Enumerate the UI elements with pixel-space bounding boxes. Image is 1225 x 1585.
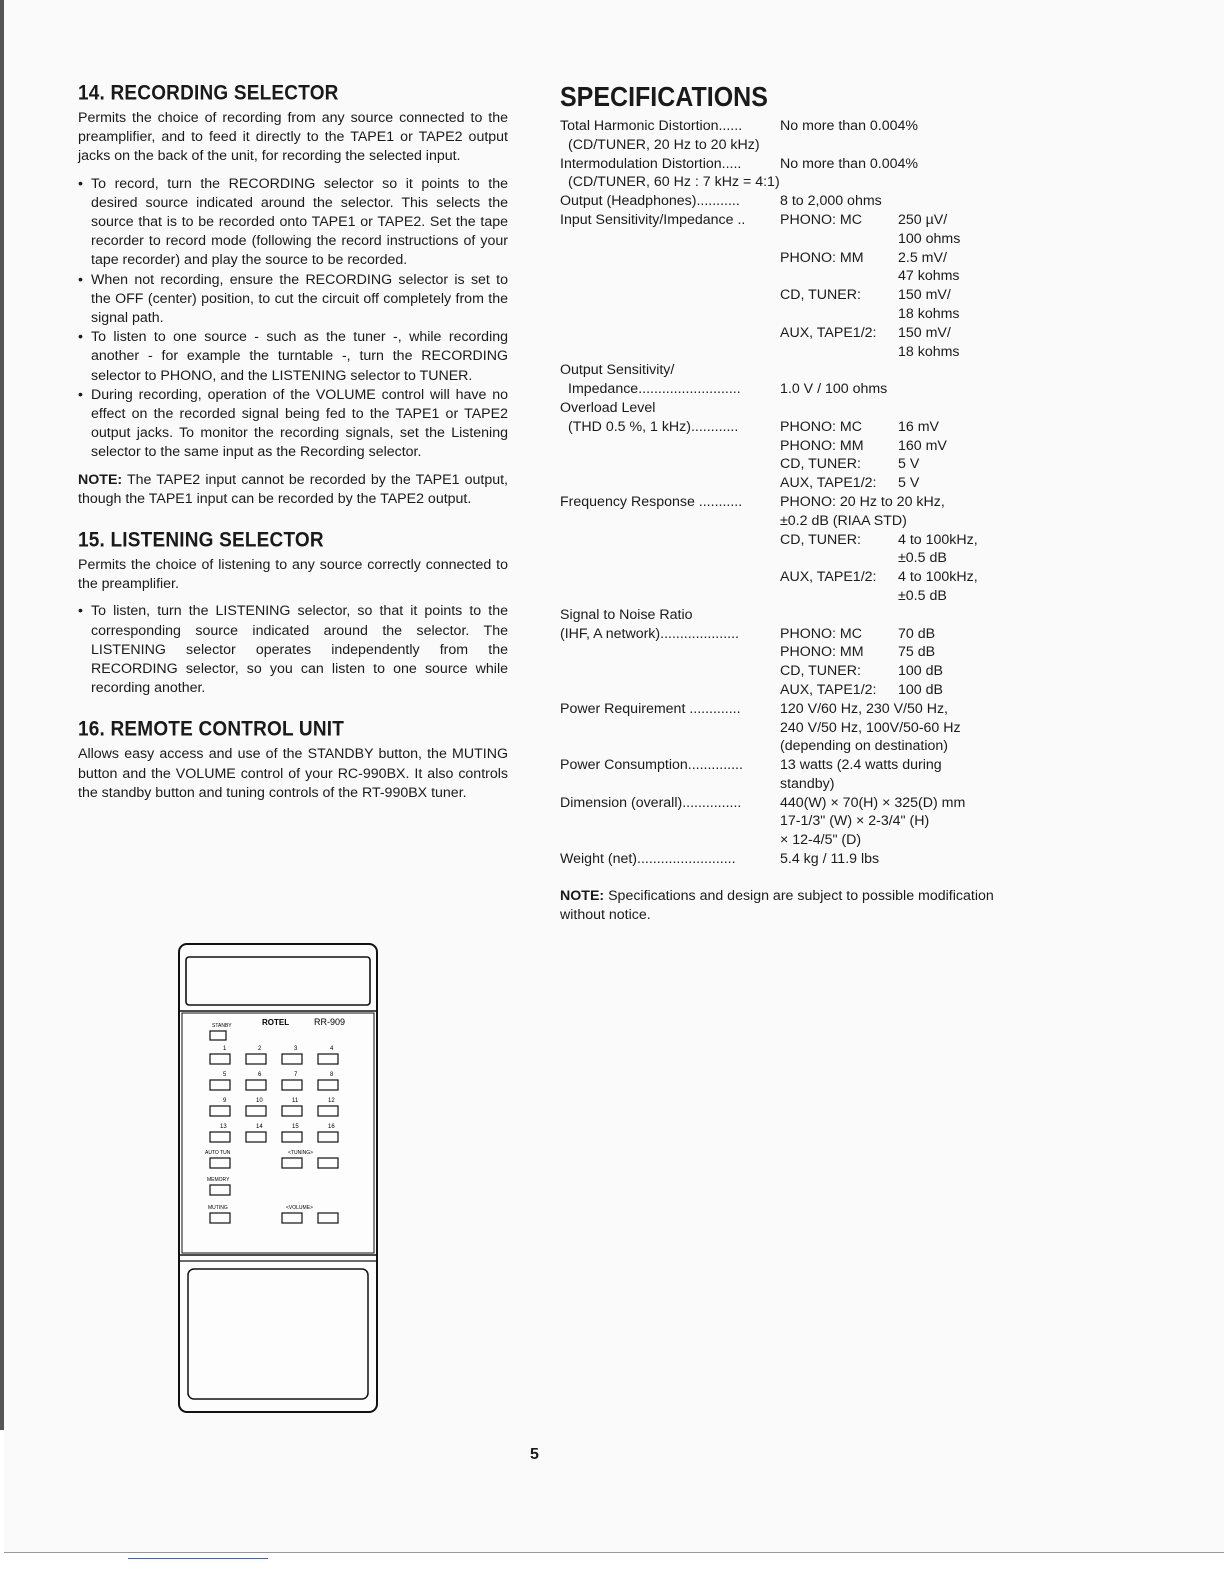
spec-value-primary: CD, TUNER: xyxy=(780,287,861,304)
key-label: 13 xyxy=(220,1124,227,1130)
spec-value xyxy=(780,418,1000,437)
remote-model: RR-909 xyxy=(314,1017,346,1027)
spec-value-primary: PHONO: MM xyxy=(780,249,864,266)
scan-edge-shadow xyxy=(0,0,4,1430)
list-item: • To listen to one source - such as the tuner -, while recording another - for example the turntable -, turn the RECORDING selector to PHONO, and the LISTENING selector to TUNER. xyxy=(78,328,508,386)
spec-value xyxy=(780,324,1000,343)
spec-row xyxy=(560,437,1000,456)
spec-value-primary: PHONO: MM xyxy=(780,437,864,454)
spec-value-secondary: 4 to 100kHz, xyxy=(898,569,978,586)
spec-value xyxy=(780,493,1000,512)
spec-value xyxy=(780,136,1000,155)
spec-row xyxy=(560,230,1000,249)
spec-row xyxy=(560,568,1000,587)
spec-value xyxy=(780,643,1000,662)
spec-label: (CD/TUNER, 60 Hz : 7 kHz = 4:1) xyxy=(568,174,780,191)
spec-value xyxy=(780,812,1000,831)
remote-control-intro: Allows easy access and use of the STANDBY button, the MUTING button and the VOLUME control of your RC-990BX. It also controls the standby button and tuning controls of the RT-990BX tuner. xyxy=(78,746,508,801)
key-label: 5 xyxy=(223,1072,227,1078)
recording-selector-heading: 14. RECORDING SELECTOR xyxy=(78,82,339,106)
spec-value-primary: standby) xyxy=(780,775,835,792)
spec-row xyxy=(560,380,1000,399)
spec-value-primary: (depending on destination) xyxy=(780,738,949,755)
spec-value-primary: 5.4 kg / 11.9 lbs xyxy=(780,851,880,868)
spec-value xyxy=(780,662,1000,681)
list-item: • During recording, operation of the VOLUME control will have no effect on the recorded signal being fed to the TAPE1 or TAPE2 output jacks. To monitor the recording signals, set the Listening selector to the same input as the Recording selector. xyxy=(78,386,508,463)
key-label: 4 xyxy=(330,1046,334,1052)
spec-value xyxy=(780,756,1000,775)
spec-value-secondary: 100 ohms xyxy=(898,230,961,247)
spec-value-primary: × 12-4/5" (D) xyxy=(780,832,862,849)
note-text: The TAPE2 input cannot be recorded by the TAPE1 output, though the TAPE1 input can be recorded by the TAPE2 output. xyxy=(78,471,508,507)
spec-value-primary: PHONO: 20 Hz to 20 kHz, xyxy=(780,493,945,510)
key-label: 8 xyxy=(330,1072,334,1078)
spec-value xyxy=(780,173,1000,192)
key-label: 6 xyxy=(258,1072,262,1078)
spec-value-secondary: 150 mV/ xyxy=(898,324,951,341)
key-label: 1 xyxy=(223,1046,227,1052)
spec-row xyxy=(560,756,1000,775)
listening-selector-bullets xyxy=(78,602,508,698)
spec-value xyxy=(780,155,1000,174)
key-label: 16 xyxy=(328,1124,335,1130)
spec-label: Power Requirement ............. xyxy=(560,700,741,717)
spec-value-secondary: 100 dB xyxy=(898,663,943,680)
key-label: 2 xyxy=(258,1046,262,1052)
key-label: 15 xyxy=(292,1124,299,1130)
spec-value-secondary: 150 mV/ xyxy=(898,287,951,304)
spec-value-secondary: ±0.5 dB xyxy=(898,587,947,604)
spec-value xyxy=(780,474,1000,493)
spec-value-primary: 8 to 2,000 ohms xyxy=(780,193,882,210)
spec-row xyxy=(560,531,1000,550)
spec-value-primary: 240 V/50 Hz, 100V/50-60 Hz xyxy=(780,719,961,736)
spec-row xyxy=(560,700,1000,719)
spec-value-secondary: 70 dB xyxy=(898,625,936,642)
remote-brand: ROTEL xyxy=(262,1018,290,1027)
recording-selector-bullets xyxy=(78,175,508,463)
spec-value-primary: AUX, TAPE1/2: xyxy=(780,569,877,586)
spec-value-secondary: 5 V xyxy=(898,475,920,492)
spec-value-primary: CD, TUNER: xyxy=(780,531,861,548)
key-label: 7 xyxy=(294,1072,298,1078)
key-label: 9 xyxy=(223,1098,227,1104)
spec-row xyxy=(560,117,1000,136)
specifications-title: SPECIFICATIONS xyxy=(560,82,768,113)
spec-row xyxy=(560,493,1000,512)
spec-label: Frequency Response ........... xyxy=(560,493,743,510)
muting-label: MUTING xyxy=(208,1205,228,1211)
volume-label: <VOLUME> xyxy=(286,1205,313,1211)
spec-value xyxy=(780,850,1000,869)
memory-label: MEMORY xyxy=(207,1177,230,1183)
spec-value-primary: PHONO: MM xyxy=(780,644,864,661)
spec-value xyxy=(780,775,1000,794)
note-label: NOTE: xyxy=(78,471,123,488)
spec-row xyxy=(560,155,1000,174)
remote-control-heading: 16. REMOTE CONTROL UNIT xyxy=(78,718,345,742)
key-label: 14 xyxy=(256,1124,263,1130)
spec-value-primary: CD, TUNER: xyxy=(780,663,861,680)
tuning-label: <TUNING> xyxy=(288,1150,314,1156)
spec-label: Impedance.......................... xyxy=(568,381,741,398)
spec-value-secondary: 5 V xyxy=(898,456,920,473)
spec-value-secondary: 16 mV xyxy=(898,418,940,435)
listening-selector-intro: Permits the choice of listening to any source correctly connected to the preamplifier. xyxy=(78,557,508,593)
spec-row xyxy=(560,850,1000,869)
spec-value xyxy=(780,681,1000,700)
spec-row xyxy=(560,606,1000,625)
recording-selector-intro: Permits the choice of recording from any source connected to the preamplifier, and to feed it directly to the TAPE1 or TAPE2 output jacks on the back of the unit, for recording the selected input. xyxy=(78,110,508,165)
spec-value-secondary: 18 kohms xyxy=(898,305,960,322)
spec-value-primary: ±0.2 dB (RIAA STD) xyxy=(780,512,907,529)
spec-value xyxy=(780,719,1000,738)
spec-row xyxy=(560,211,1000,230)
spec-label: Output Sensitivity/ xyxy=(560,362,675,379)
standby-label: STANBY xyxy=(212,1023,232,1029)
spec-row xyxy=(560,625,1000,644)
spec-row xyxy=(560,249,1000,268)
spec-row xyxy=(560,192,1000,211)
spec-label: Output (Headphones)........... xyxy=(560,193,740,210)
spec-row xyxy=(560,418,1000,437)
spec-value-secondary: 4 to 100kHz, xyxy=(898,531,978,548)
left-column xyxy=(78,82,508,811)
spec-row xyxy=(560,399,1000,418)
specifications-list xyxy=(560,117,1000,869)
spec-value-secondary: ±0.5 dB xyxy=(898,550,947,567)
list-item: • When not recording, ensure the RECORDING selector is set to the OFF (center) position, to cut the circuit off completely from the signal path. xyxy=(78,271,508,329)
listening-selector-heading: 15. LISTENING SELECTOR xyxy=(78,529,324,553)
right-column xyxy=(560,82,1000,939)
spec-row xyxy=(560,267,1000,286)
spec-value xyxy=(780,794,1000,813)
spec-label: Input Sensitivity/Impedance .. xyxy=(560,211,746,228)
spec-value-secondary: 100 dB xyxy=(898,681,943,698)
key-label: 10 xyxy=(256,1098,263,1104)
spec-value xyxy=(780,455,1000,474)
spec-row xyxy=(560,512,1000,531)
spec-value-primary: AUX, TAPE1/2: xyxy=(780,324,877,341)
spec-label: Total Harmonic Distortion...... xyxy=(560,118,743,134)
spec-value xyxy=(780,343,1000,362)
spec-row xyxy=(560,136,1000,155)
spec-row xyxy=(560,286,1000,305)
spec-value-primary: No more than 0.004% xyxy=(780,155,919,172)
spec-value-primary: PHONO: MC xyxy=(780,418,862,435)
spec-value xyxy=(780,211,1000,230)
spec-row xyxy=(560,305,1000,324)
spec-row xyxy=(560,719,1000,738)
list-item: • To record, turn the RECORDING selector so it points to the desired source indicated around the selector. This selects the source that is to be recorded onto TAPE1 or TAPE2. Set the tape recorder to record mode (following the record instructions of your tape recorder) and play the source to be recorded. xyxy=(78,175,508,271)
spec-row xyxy=(560,549,1000,568)
spec-value xyxy=(780,568,1000,587)
key-label: 12 xyxy=(328,1098,335,1104)
spec-value xyxy=(780,305,1000,324)
spec-value-primary: AUX, TAPE1/2: xyxy=(780,681,877,698)
key-label: 11 xyxy=(292,1098,299,1104)
spec-label: Signal to Noise Ratio xyxy=(560,606,693,623)
spec-value-secondary: 250 µV/ xyxy=(898,211,948,228)
spec-value-primary: 120 V/60 Hz, 230 V/50 Hz, xyxy=(780,700,948,717)
spec-row xyxy=(560,737,1000,756)
spec-value xyxy=(780,549,1000,568)
spec-value xyxy=(780,531,1000,550)
spec-value xyxy=(780,512,1000,531)
spec-label: (THD 0.5 %, 1 kHz)............ xyxy=(568,418,739,435)
spec-label: (IHF, A network).................... xyxy=(560,625,739,642)
spec-row xyxy=(560,812,1000,831)
spec-value-primary: PHONO: MC xyxy=(780,625,862,642)
spec-label: Weight (net)......................... xyxy=(560,851,736,868)
spec-value xyxy=(780,737,1000,756)
spec-value-primary: 13 watts (2.4 watts during xyxy=(780,757,942,774)
page-number: 5 xyxy=(530,1446,539,1463)
spec-value xyxy=(780,831,1000,850)
scan-underline xyxy=(128,1558,268,1559)
spec-value xyxy=(780,361,1000,380)
spec-value-secondary: 18 kohms xyxy=(898,343,960,360)
spec-value-primary: 1.0 V / 100 ohms xyxy=(780,381,888,398)
spec-label: Power Consumption.............. xyxy=(560,757,743,774)
spec-value xyxy=(780,286,1000,305)
spec-value xyxy=(780,230,1000,249)
spec-label: (CD/TUNER, 20 Hz to 20 kHz) xyxy=(568,136,760,153)
spec-row xyxy=(560,681,1000,700)
note-text: Specifications and design are subject to possible modification without notice. xyxy=(560,887,994,923)
spec-row xyxy=(560,587,1000,606)
spec-label: Dimension (overall)............... xyxy=(560,794,742,811)
spec-label: Overload Level xyxy=(560,399,656,416)
spec-row xyxy=(560,173,1000,192)
spec-value xyxy=(780,380,1000,399)
spec-value xyxy=(780,587,1000,606)
spec-row xyxy=(560,794,1000,813)
spec-value xyxy=(780,625,1000,644)
spec-row xyxy=(560,643,1000,662)
note-label: NOTE: xyxy=(560,887,605,904)
spec-value xyxy=(780,117,1000,136)
spec-row xyxy=(560,361,1000,380)
spec-value xyxy=(780,437,1000,456)
spec-row xyxy=(560,455,1000,474)
spec-value-primary: PHONO: MC xyxy=(780,211,862,228)
spec-value-primary: AUX, TAPE1/2: xyxy=(780,475,877,492)
spec-value-secondary: 75 dB xyxy=(898,644,936,661)
spec-row xyxy=(560,662,1000,681)
spec-value-primary: No more than 0.004% xyxy=(780,118,919,134)
spec-row xyxy=(560,474,1000,493)
spec-row xyxy=(560,343,1000,362)
spec-value-primary: 17-1/3" (W) × 2-3/4" (H) xyxy=(780,813,930,830)
spec-label: Intermodulation Distortion..... xyxy=(560,155,742,172)
spec-row xyxy=(560,775,1000,794)
specifications-note xyxy=(560,887,1000,925)
key-label: 3 xyxy=(294,1046,298,1052)
spec-value-secondary: 160 mV xyxy=(898,437,947,454)
spec-value-primary: 440(W) × 70(H) × 325(D) mm xyxy=(780,794,966,811)
spec-value xyxy=(780,606,1000,625)
spec-value xyxy=(780,399,1000,418)
list-item: • To listen, turn the LISTENING selector, so that it points to the corresponding source indicated around the selector. The LISTENING selector operates independently from the RECORDING selector, so you can listen to one source while recording another. xyxy=(78,602,508,698)
spec-value xyxy=(780,192,1000,211)
spec-row xyxy=(560,324,1000,343)
auto-tun-label: AUTO TUN xyxy=(205,1150,231,1156)
spec-value xyxy=(780,700,1000,719)
spec-value-secondary: 47 kohms xyxy=(898,268,960,285)
spec-row xyxy=(560,831,1000,850)
spec-value-primary: CD, TUNER: xyxy=(780,456,861,473)
spec-value xyxy=(780,267,1000,286)
spec-value xyxy=(780,249,1000,268)
remote-control-illustration xyxy=(178,943,378,1413)
recording-note xyxy=(78,471,508,509)
spec-value-secondary: 2.5 mV/ xyxy=(898,249,947,266)
